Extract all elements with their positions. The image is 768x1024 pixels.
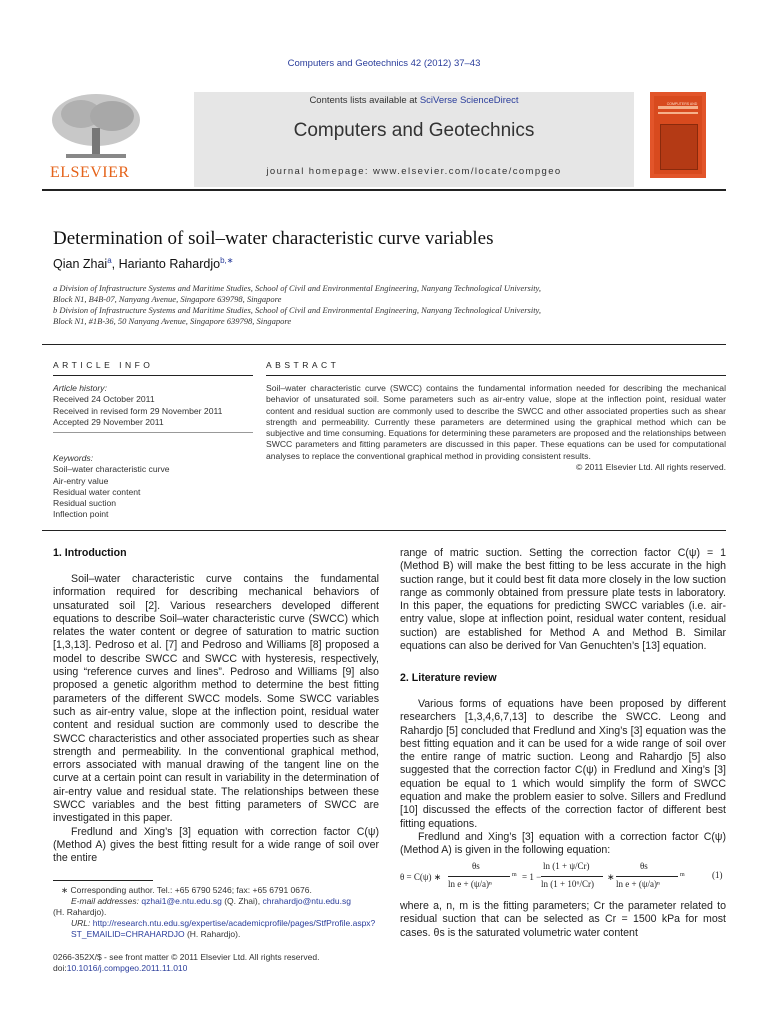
author-list: [53, 256, 233, 271]
cover-stripe: [658, 106, 698, 109]
cover-caption: COMPUTERS AND: [666, 102, 698, 106]
introduction-continued: range of matric suction. Setting the correction factor C(ψ) = 1 (Method B) will make the best fitting to be less accurate in the high suction range, but it could best fit data more closely in the low suction range as commonly obtained from pressure plate tests in laboratory. In this paper, the equations for predicting SWCC variables (i.e. air-entry value, slope at inflection point, residual water content, residual suction) are established for Method A and Method B. Similar equations can also be derived for Van Genuchten’s [13] equation.: [400, 547, 726, 653]
affiliation-marker[interactable]: a: [107, 256, 112, 265]
equation-denominator: ln e + (ψ/a)ⁿ: [448, 879, 492, 889]
lit-paragraph: Fredlund and Xing’s [3] equation with a correction factor C(ψ) (Method A) is given in the following equation:: [400, 830, 726, 857]
keyword: Residual water content: [53, 486, 141, 497]
article-history: [53, 383, 253, 428]
keywords-block: [53, 453, 253, 521]
equation-numerator: ln (1 + ψ/Cr): [543, 861, 590, 871]
history-label: Article history:: [53, 383, 107, 393]
introduction-heading: 1. Introduction: [53, 547, 127, 559]
fraction-bar: [616, 876, 678, 877]
affiliation-b-line1: b Division of Infrastructure Systems and Maritime Studies, School of Civil and Environmental Engineering, Nanyang Technological University,: [53, 305, 541, 315]
url-owner: (H. Rahardjo).: [184, 929, 241, 939]
equation-lhs: θ = C(ψ) ∗: [400, 872, 442, 882]
contents-line: [194, 95, 634, 106]
article-info-rule: [53, 375, 253, 376]
equation-denominator: ln e + (ψ/a)ⁿ: [616, 879, 660, 889]
literature-review-body: [400, 698, 726, 858]
fraction-bar: [448, 876, 510, 877]
literature-review-heading: 2. Literature review: [400, 672, 497, 684]
journal-reference[interactable]: Computers and Geotechnics 42 (2012) 37–43: [287, 58, 481, 69]
lit-paragraph: Various forms of equations have been proposed by different researchers [1,3,4,6,7,13] to describe the SWCC. Leong and Rahardjo [5] concluded that Fredlund and Xing’s [3] equation was the best fitting equation and it can be used for a wide range of soil over the entire range of matric suction. Leong and Rahardjo [5] also suggested that the correction factor C(ψ) in Fredlund and Xing’s [3] equation be equal to 1 which would simplify the form of SWCC equation and make the problem easier to solve. Sillers and Fredlund [10] discussed the effects of the correction factor of different best fitting equations.: [400, 698, 726, 830]
accepted-date: Accepted 29 November 2011: [53, 416, 164, 427]
profile-url: [53, 918, 379, 940]
equation-denominator: ln (1 + 10⁶/Cr): [541, 879, 594, 889]
section-rule: [42, 530, 726, 531]
article-title: Determination of soil–water characteristic curve variables: [53, 228, 494, 249]
article-info-heading: ARTICLE INFO: [53, 360, 154, 370]
section-rule: [42, 344, 726, 345]
equation-exponent: m: [512, 872, 517, 878]
email-owner: (H. Rahardjo).: [53, 907, 107, 917]
abstract-rule: [266, 375, 726, 376]
keyword: Residual suction: [53, 498, 117, 509]
journal-homepage: [194, 166, 634, 177]
equation-explanation: where a, n, m is the fitting parameters; Cr the parameter related to residual suction that can be selected as Cr = 1500 kPa for most cases. θs is the saturated volumetric water content: [400, 900, 726, 939]
keywords-rule: [53, 432, 253, 433]
footnotes: [53, 885, 379, 974]
affiliation-marker[interactable]: b,∗: [220, 256, 234, 265]
equation-operator: ∗: [607, 872, 615, 882]
doi-line: [53, 963, 379, 974]
email-owner: (Q. Zhai),: [221, 896, 263, 906]
profile-link[interactable]: http://research.ntu.edu.sg/expertise/academicprofile/pages/StfProfile.aspx?ST_EMAILID=CHRAHARDJO: [71, 918, 376, 939]
equation-numerator: θs: [472, 861, 480, 871]
author-separator: ,: [111, 257, 119, 272]
keyword: Inflection point: [53, 509, 109, 520]
author-name: Qian Zhai: [53, 257, 108, 272]
author-name: Harianto Rahardjo: [118, 257, 221, 272]
affiliation-b-line2: Block N1, #1B-36, 50 Nanyang Avenue, Singapore 639798, Singapore: [53, 316, 292, 326]
homepage-prefix: journal homepage:: [266, 166, 373, 177]
doi-link[interactable]: 10.1016/j.compgeo.2011.11.010: [66, 963, 188, 973]
contents-prefix: Contents lists available at: [309, 95, 420, 106]
doi-label: doi:: [53, 963, 67, 973]
equation-middle: = 1 −: [522, 872, 542, 882]
cover-photo: [660, 124, 698, 170]
email-label: E-mail addresses:: [71, 896, 142, 906]
affiliation-a-line1: a Division of Infrastructure Systems and Maritime Studies, School of Civil and Environmental Engineering, Nanyang Technological University,: [53, 283, 541, 293]
affiliation-a-line2: Block N1, B4B-07, Nanyang Avenue, Singapore 639798, Singapore: [53, 294, 282, 304]
homepage-link[interactable]: www.elsevier.com/locate/compgeo: [372, 166, 562, 177]
equation-number: (1): [712, 870, 723, 880]
abstract-text: Soil–water characteristic curve (SWCC) contains the fundamental information needed for describing the mechanical behavior of unsaturated soil. Some parameters such as air-entry value, slope at the inflection point, residual water content and residual suction are commonly used to describe the SWCC and other associated properties such as shear strength and permeability. Currently these parameters are determined using the graphical method which can be subjective and time consuming. Equations for determining these parameters are proposed and the relationships between SWCC parameters and fitting parameters are discussed in this paper. These equations can be used for computational analyses to replace the conventional graphical method in providing consistent results.: [266, 383, 726, 461]
intro-paragraph: Fredlund and Xing’s [3] equation with correction factor C(ψ) (Method A) gives the best fitting result for a wide range of soil over the entire: [53, 825, 379, 865]
keyword: Air-entry value: [53, 475, 109, 486]
introduction-body: [53, 573, 379, 866]
received-date: Received 24 October 2011: [53, 394, 155, 405]
equation-numerator: θs: [640, 861, 648, 871]
cover-stripe: [658, 112, 698, 114]
header-rule: [42, 189, 726, 191]
equation-exponent: m: [680, 872, 685, 878]
email-link[interactable]: chrahardjo@ntu.edu.sg: [262, 896, 351, 906]
copyright: © 2011 Elsevier Ltd. All rights reserved.: [576, 462, 726, 473]
intro-paragraph: Soil–water characteristic curve contains the fundamental information required for describing mechanical behaviors of unsaturated soil [2]. Various researchers developed different equations to describe Soil–water characteristic curve (SWCC) which relates the water content or degree of saturation to matric suction [1,3,13]. Pedroso et al. [7] and Pedroso and Williams [8] proposed a model to describe SWCC and SWCC with hysteresis, respectively, using “reference curves and lines”. Pedroso and Williams [9] also proposed a genetic algorithm method to determine the best fitting parameters of the different SWCC models. Some SWCC variables such as air-entry value, slope at the inflection point, residual water content and residual suction are commonly used to describe the SWCC characteristics and other associated properties such as shear strength and permeability. In the conventional graphical method, errors associated with manual drawing of the tangent line on the curve at a certain point can result in variability in the determination of air-entry value and residual state. The relationships between these SWCC variables and the best fitting parameters of SWCC are investigated in this paper.: [53, 573, 379, 825]
footnote-rule: [53, 880, 153, 881]
url-label: URL:: [71, 918, 93, 928]
abstract-body: [266, 383, 726, 473]
corresponding-author: ∗ Corresponding author. Tel.: +65 6790 5246; fax: +65 6791 0676.: [61, 885, 312, 895]
journal-title: Computers and Geotechnics: [293, 120, 535, 141]
journal-cover-image: [650, 92, 706, 178]
publisher-name: ELSEVIER: [50, 164, 130, 181]
keyword: Soil–water characteristic curve: [53, 464, 170, 475]
issn-line: 0266-352X/$ - see front matter © 2011 Elsevier Ltd. All rights reserved.: [53, 952, 320, 962]
equation-1: [400, 860, 730, 898]
elsevier-tree-logo: [46, 92, 146, 162]
keywords-label: Keywords:: [53, 453, 94, 463]
abstract-heading: ABSTRACT: [266, 360, 340, 370]
revised-date: Received in revised form 29 November 2011: [53, 405, 223, 416]
fraction-bar: [541, 876, 603, 877]
sciencedirect-link[interactable]: SciVerse ScienceDirect: [419, 95, 519, 106]
email-link[interactable]: qzhai1@e.ntu.edu.sg: [141, 896, 222, 906]
email-addresses: [53, 896, 379, 907]
